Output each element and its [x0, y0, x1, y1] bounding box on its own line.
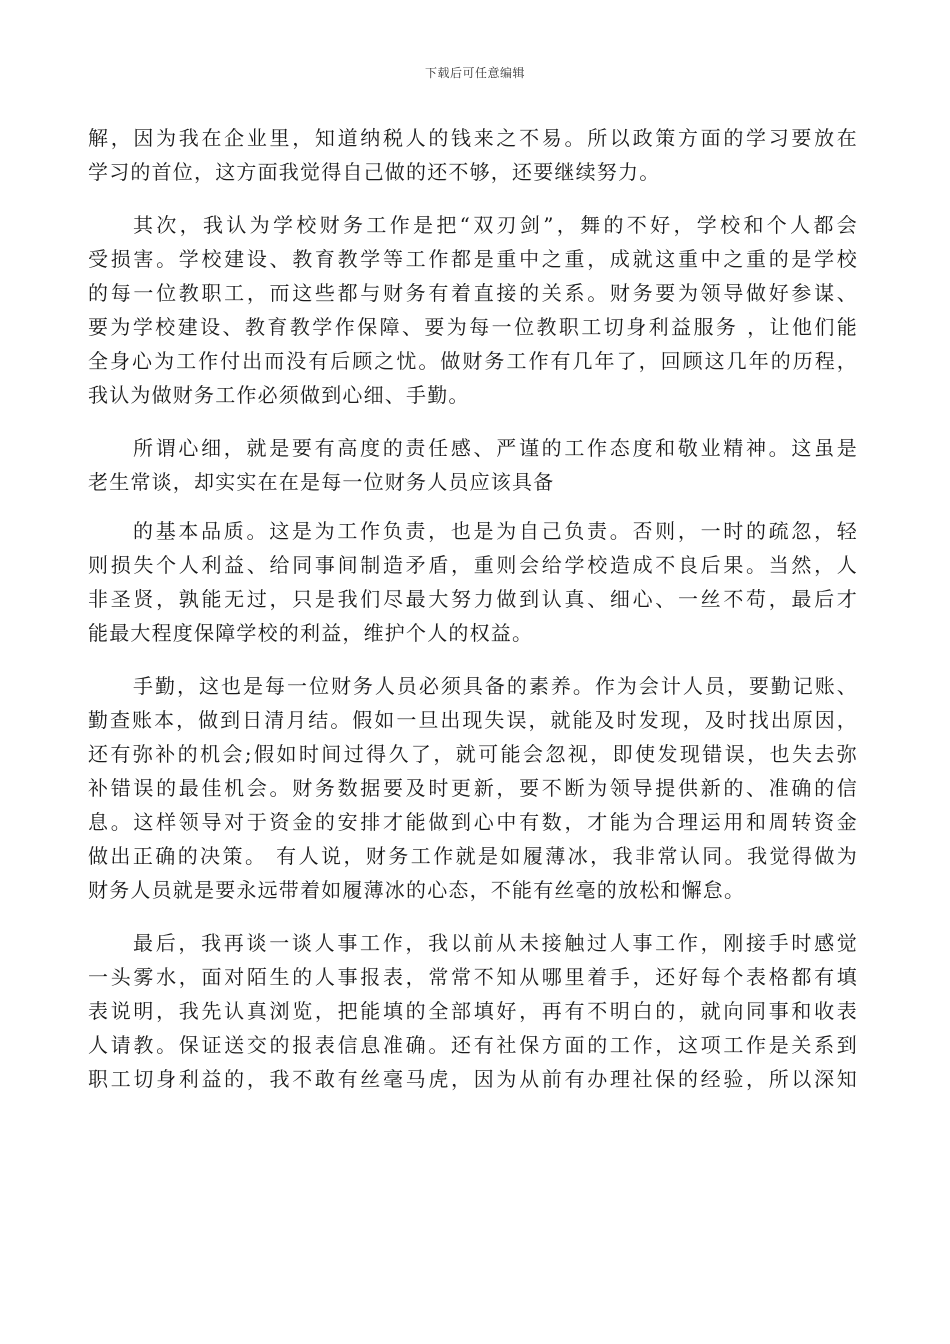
- paragraph-6: [88, 926, 858, 1096]
- text-line: 做出正确的决策。 有人说，财务工作就是如履薄冰，我非常认同。我觉得做为: [88, 844, 858, 868]
- text-line: 其次，我认为学校财务工作是把“双刃剑”，舞的不好，学校和个人都会: [133, 213, 858, 237]
- text-line: 老生常谈，却实实在在是每一位财务人员应该具备: [88, 470, 555, 494]
- text-line: 学习的首位，这方面我觉得自己做的还不够，还要继续努力。: [88, 160, 661, 184]
- text-line: 财务人员就是要永远带着如履薄冰的心态，不能有丝毫的放松和懈怠。: [88, 878, 746, 902]
- text-line: 能最大程度保障学校的利益，维护个人的权益。: [88, 621, 534, 645]
- text-line: 补错误的最佳机会。财务数据要及时更新，要不断为领导提供新的、准确的信: [88, 776, 858, 800]
- text-line: 非圣贤，孰能无过，只是我们尽最大努力做到认真、细心、一丝不苟，最后才: [88, 587, 858, 611]
- text-line: 则损失个人利益、给同事间制造矛盾，重则会给学校造成不良后果。当然，人: [88, 553, 858, 577]
- text-line: 解，因为我在企业里，知道纳税人的钱来之不易。所以政策方面的学习要放在: [88, 126, 858, 150]
- text-line: 全身心为工作付出而没有后顾之忧。做财务工作有几年了，回顾这几年的历程，: [88, 349, 858, 373]
- text-line: 息。这样领导对于资金的安排才能做到心中有数，才能为合理运用和周转资金: [88, 810, 858, 834]
- paragraph-5: [88, 669, 858, 907]
- paragraph-2: [88, 208, 858, 412]
- page-header: 下载后可任意编辑: [424, 66, 525, 80]
- text-line: 表说明，我先认真浏览，把能填的全部填好，再有不明白的，就向同事和收表: [88, 999, 858, 1023]
- paragraph-3: [88, 431, 858, 499]
- text-line: 最后，我再谈一谈人事工作，我以前从未接触过人事工作，刚接手时感觉: [133, 931, 858, 955]
- text-line: 我认为做财务工作必须做到心细、手勤。: [88, 383, 470, 407]
- text-line: 所谓心细，就是要有高度的责任感、严谨的工作态度和敬业精神。这虽是: [133, 436, 858, 460]
- text-line: 受损害。学校建设、教育教学等工作都是重中之重，成就这重中之重的是学校: [88, 247, 858, 271]
- document-body: [88, 121, 858, 1096]
- text-line: 一头雾水，面对陌生的人事报表，常常不知从哪里着手，还好每个表格都有填: [88, 965, 858, 989]
- text-line: 职工切身利益的，我不敢有丝毫马虎，因为从前有办理社保的经验，所以深知: [88, 1067, 858, 1091]
- paragraph-1: [88, 121, 858, 189]
- text-line: 还有弥补的机会;假如时间过得久了，就可能会忽视，即使发现错误，也失去弥: [88, 742, 858, 766]
- text-line: 的每一位教职工，而这些都与财务有着直接的关系。财务要为领导做好参谋、: [88, 281, 858, 305]
- text-line: 的基本品质。这是为工作负责，也是为自己负责。否则，一时的疏忽，轻: [133, 519, 858, 543]
- text-line: 要为学校建设、教育教学作保障、要为每一位教职工切身利益服务 ，让他们能: [88, 315, 858, 339]
- text-line: 勤查账本，做到日清月结。假如一旦出现失误，就能及时发现，及时找出原因，: [88, 708, 858, 732]
- paragraph-4: [88, 514, 858, 650]
- text-line: 手勤，这也是每一位财务人员必须具备的素养。作为会计人员，要勤记账、: [133, 674, 858, 698]
- text-line: 人请教。保证送交的报表信息准确。还有社保方面的工作，这项工作是关系到: [88, 1033, 858, 1057]
